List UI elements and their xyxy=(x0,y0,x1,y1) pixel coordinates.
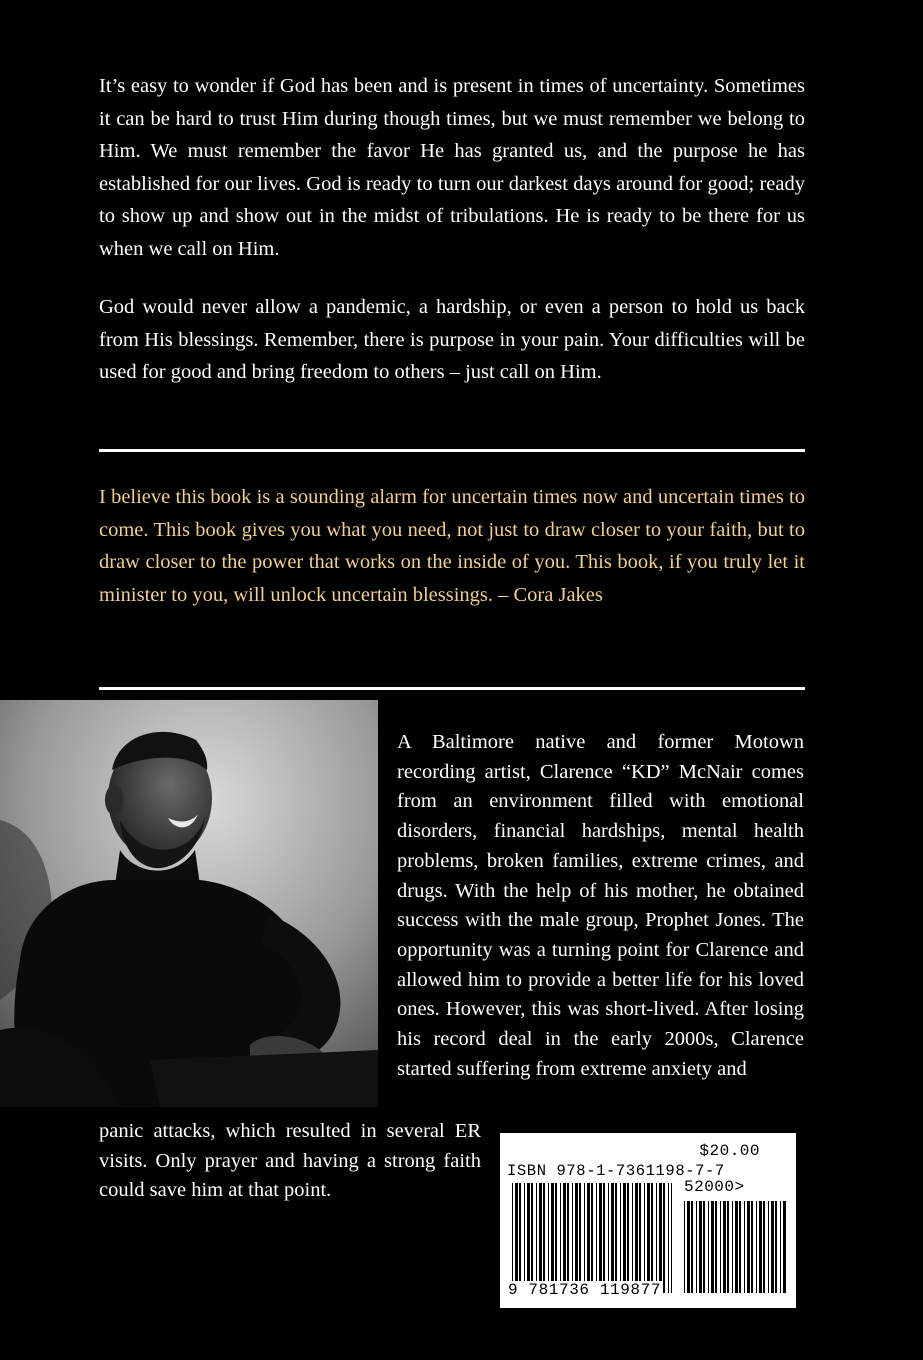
author-bio-part-2: panic attacks, which resulted in several ER visits. Only prayer and having a strong faith could save him at that point. xyxy=(99,1120,481,1202)
blurb-paragraph-2: God would never allow a pandemic, a hardship, or even a person to hold us back from His blessings. Remember, there is purpose in your pain. Your difficulties will be used for good and bring freedom to others – just call on Him. xyxy=(99,296,805,384)
price-label: $20.00 xyxy=(699,1142,760,1160)
blurb-paragraph-1: It’s easy to wonder if God has been and is present in times of uncertainty. Sometimes it can be hard to trust Him during though times, but we must remember we belong to Him. We must remember the favor He has granted us, and the purpose he has established for our lives. God is ready to turn our darkest days around for good; ready to show up and show out in the midst of tribulations. He is ready to be there for us when we call on Him. xyxy=(99,75,805,260)
isbn-label: ISBN 978-1-7361198-7-7 xyxy=(507,1162,725,1180)
author-bio-part-1: A Baltimore native and former Motown recording artist, Clarence “KD” McNair comes from an environment filled with emotional disorders, financial hardships, mental health problems, broken families, extreme crimes, and drugs. With the help of his mother, he obtained success with the male group, Prophet Jones. The opportunity was a turning point for Clarence and allowed him to provide a better life for his loved ones. However, this was short-lived. After losing his record deal in the early 2000s, Clarence started suffering from extreme anxiety and xyxy=(397,731,804,1080)
divider-top xyxy=(99,449,805,452)
author-photo xyxy=(0,700,378,1107)
ean-digits: 9 781736 119877 xyxy=(508,1281,662,1299)
endorsement-quote: I believe this book is a sounding alarm for uncertain times now and uncertain times to come. This book gives you what you need, not just to draw closer to your faith, but to draw closer to the power that works on the inside of you. This book, if you truly let it minister to you, will unlock uncertain blessings. – Cora Jakes xyxy=(99,486,805,606)
addon-code: 52000> xyxy=(684,1178,745,1196)
divider-bottom xyxy=(99,687,805,690)
isbn-barcode xyxy=(500,1133,796,1308)
